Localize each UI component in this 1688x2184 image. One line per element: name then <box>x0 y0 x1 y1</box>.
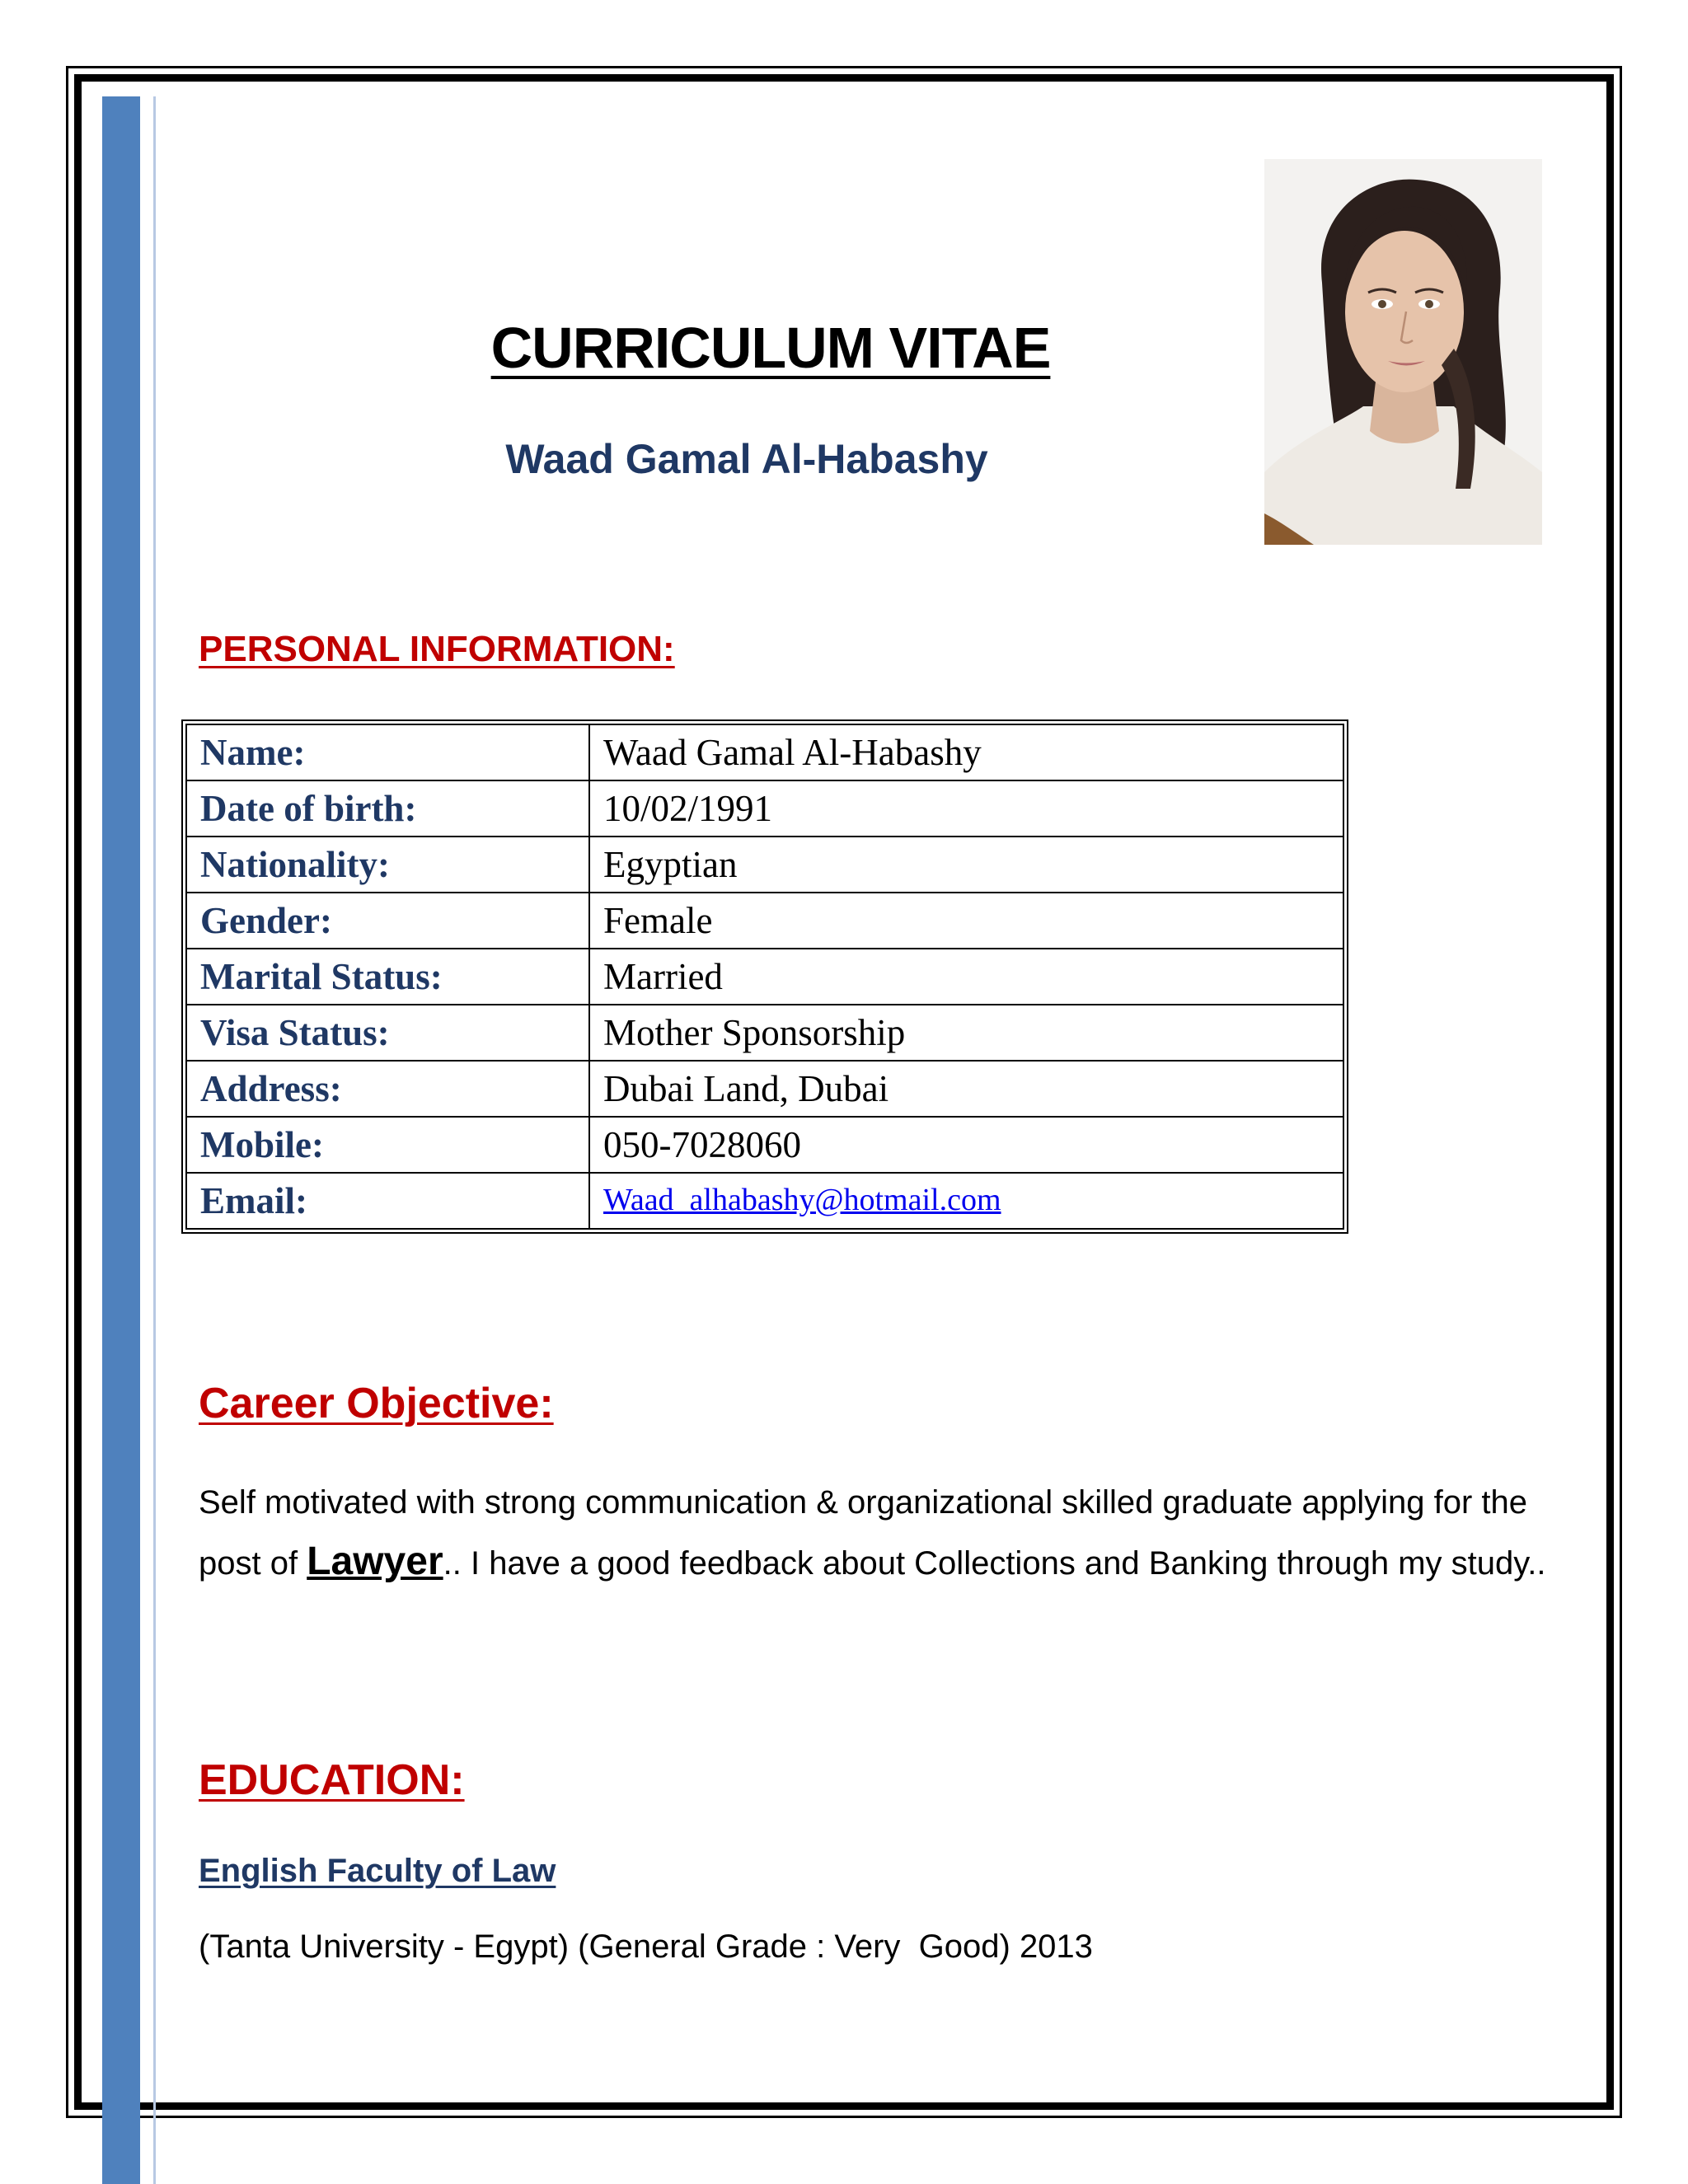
info-label: Name: <box>186 724 589 780</box>
info-label: Email: <box>186 1173 589 1229</box>
document-title: CURRICULUM VITAE <box>490 316 1051 380</box>
info-row <box>186 724 1343 780</box>
objective-text-start: Self motivated with strong communication & organizational skilled graduate applying for the post of <box>199 1484 1527 1582</box>
info-row <box>186 780 1343 837</box>
left-accent-line <box>153 96 156 2184</box>
personal-info-table <box>181 719 1348 1234</box>
info-value: Egyptian <box>589 837 1343 893</box>
education-school: English Faculty of Law <box>199 1853 556 1889</box>
info-value: Waad Gamal Al-Habashy <box>589 724 1343 780</box>
career-objective-text <box>199 1474 1550 1593</box>
info-row <box>186 1061 1343 1117</box>
info-row <box>186 893 1343 949</box>
career-objective-heading: Career Objective: <box>199 1380 554 1427</box>
objective-highlight: Lawyer <box>307 1540 443 1583</box>
info-value-email <box>589 1173 1343 1229</box>
info-row <box>186 1173 1343 1229</box>
education-heading: EDUCATION: <box>199 1756 465 1804</box>
candidate-name: Waad Gamal Al-Habashy <box>505 436 988 482</box>
education-details: (Tanta University - Egypt) (General Grade : Very Good) 2013 <box>199 1929 1093 1965</box>
info-row <box>186 949 1343 1005</box>
info-label: Mobile: <box>186 1117 589 1173</box>
info-label: Address: <box>186 1061 589 1117</box>
personal-info-heading: PERSONAL INFORMATION: <box>199 629 675 669</box>
info-row <box>186 837 1343 893</box>
info-value: 10/02/1991 <box>589 780 1343 837</box>
info-row <box>186 1117 1343 1173</box>
info-label: Visa Status: <box>186 1005 589 1061</box>
objective-text-end: .. I have a good feedback about Collections and Banking through my study.. <box>443 1545 1546 1582</box>
info-value: Mother Sponsorship <box>589 1005 1343 1061</box>
info-value: Married <box>589 949 1343 1005</box>
info-value: Female <box>589 893 1343 949</box>
info-label: Marital Status: <box>186 949 589 1005</box>
info-label: Nationality: <box>186 837 589 893</box>
info-row <box>186 1005 1343 1061</box>
email-link[interactable]: Waad_alhabashy@hotmail.com <box>603 1183 1001 1217</box>
info-label: Date of birth: <box>186 780 589 837</box>
info-value: 050-7028060 <box>589 1117 1343 1173</box>
left-accent-bar <box>102 96 140 2184</box>
info-label: Gender: <box>186 893 589 949</box>
info-value: Dubai Land, Dubai <box>589 1061 1343 1117</box>
